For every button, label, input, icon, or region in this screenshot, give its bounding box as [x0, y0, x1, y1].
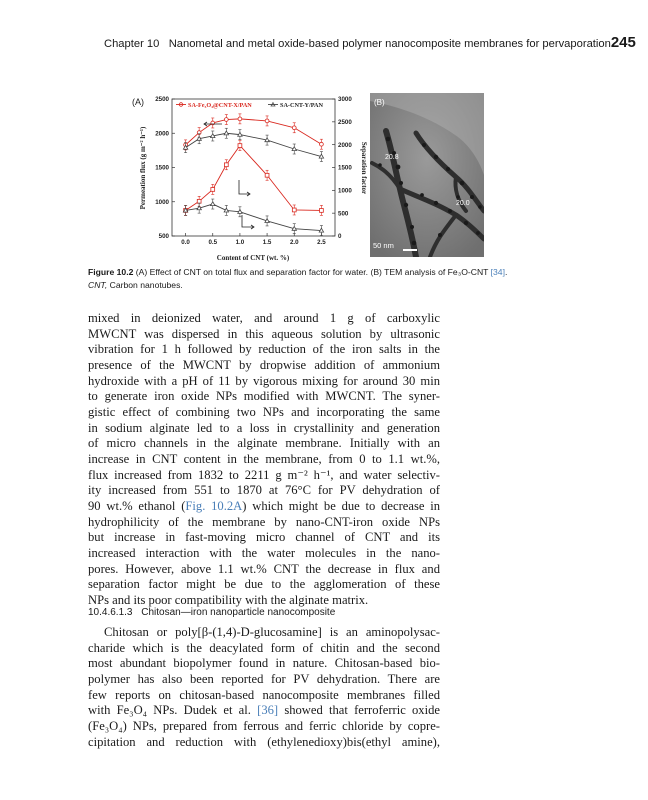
data-point	[265, 119, 269, 123]
section-heading	[88, 607, 335, 618]
text-line: increased interaction with the water molecules in the nano-	[88, 545, 440, 560]
y2-tick-label: 500	[338, 210, 349, 218]
figure-link[interactable]: Fig. 10.2A	[185, 498, 243, 513]
caption-label: Figure 10.2	[88, 267, 134, 277]
y2-tick-label: 0	[338, 233, 342, 241]
y-axis-label: Permeation flux (g m⁻² h⁻¹)	[139, 126, 147, 210]
text-line: ity increased from 551 to 1870 at 76°C for PV dehydration of	[88, 483, 440, 498]
caption-abbreviation: CNT,	[88, 280, 108, 290]
text-line: hydroxide with a pH of 11 by vigorous mixing for around 30 min	[88, 373, 440, 388]
chapter-title: Nanometal and metal oxide-based polymer nanocomposite membranes for pervaporation	[168, 38, 611, 50]
text-line: mixed in deionized water, and around 1 g of carboxylic	[88, 311, 440, 325]
data-point	[292, 147, 296, 151]
text-line: Chitosan or poly[β-(1,4)-D-glucosamine] is an aminopolysac-	[104, 625, 440, 639]
section-title: Chitosan—iron nanoparticle nanocomposite	[141, 607, 336, 618]
data-point	[265, 219, 269, 223]
text-fragment: with Fe₃O₄ NPs. Dudek et al.	[88, 703, 251, 718]
data-point	[197, 136, 201, 140]
scale-bar-label: 50 nm	[373, 241, 394, 250]
y2-tick-label: 1000	[338, 187, 352, 195]
data-point	[224, 118, 228, 122]
series-line-2	[186, 133, 322, 156]
text-line: in sodium alginate led to a loss in crystallinity and generation	[88, 420, 440, 435]
data-point	[224, 131, 228, 135]
data-point	[197, 199, 201, 203]
caption-abbreviation-definition: Carbon nanotubes.	[109, 280, 183, 290]
data-point	[292, 226, 296, 230]
y2-tick-label: 1500	[338, 164, 352, 172]
running-head-title	[104, 38, 611, 50]
text-line: MWCNT was dispersed in this aqueous solution by ultrasonic	[88, 326, 440, 341]
text-line-with-link	[88, 499, 440, 515]
data-point	[238, 117, 242, 121]
x-tick-label: 2.0	[289, 239, 299, 246]
data-point	[211, 188, 215, 192]
text-line: hydrophilicity of the membrane by nano-CNT-iron oxide NPs	[88, 514, 440, 529]
data-point	[292, 208, 296, 212]
data-point	[224, 208, 228, 212]
text-fragment: ) which might be due to decrease in	[242, 498, 441, 513]
text-line: few reports on chitosan-based nanocomposite membranes filled	[88, 687, 440, 702]
text-line: to generate iron oxide NPs modified with MWCNT. The syner-	[88, 389, 440, 404]
direction-arrows	[204, 122, 254, 229]
data-point	[211, 202, 215, 206]
y-tick-label: 1000	[155, 198, 169, 206]
data-point	[265, 138, 269, 142]
caption-reference[interactable]: [34]	[490, 267, 505, 277]
text-line: separation factor might be due to the agglomeration of these	[88, 577, 440, 592]
text-line: charide which is the deacylated form of chitin and the second	[88, 640, 440, 655]
text-fragment: showed that ferroferric oxide	[284, 703, 440, 718]
body-paragraph-2	[88, 625, 440, 750]
text-line: pores. However, above 1.1 wt.% CNT the decrease in flux and	[88, 561, 440, 576]
x-tick-label: 0.5	[208, 239, 218, 246]
text-line: vibration for 1 h followed by reduction of the iron salts in the	[88, 342, 440, 357]
data-point	[211, 134, 215, 138]
text-line: cipitation and reduction with (ethylenedioxy)bis(ethyl amine),	[88, 734, 440, 749]
figure-caption	[88, 266, 570, 292]
x-tick-label: 1.0	[235, 239, 245, 246]
text-line: of micro channels in the alginate membrane. Initially with an	[88, 436, 440, 451]
data-point	[224, 163, 228, 167]
data-point	[319, 228, 323, 232]
text-line: polymer has also been reported for PV dehydration. There are	[88, 671, 440, 686]
y-tick-label: 500	[158, 233, 169, 241]
y2-axis-label: Separation factor	[360, 141, 368, 195]
data-point	[319, 154, 323, 158]
data-point	[238, 209, 242, 213]
data-point	[238, 144, 242, 148]
y2-tick-label: 2000	[338, 141, 352, 149]
legend	[176, 102, 324, 109]
data-point	[292, 126, 296, 130]
series-line-1	[186, 146, 322, 211]
text-line: but increase in fast-moving micro channel of CNT and its	[88, 530, 440, 545]
text-line: NPs and its poor compatibility with the alginate matrix.	[88, 592, 369, 607]
tem-measure-1: 20.8	[385, 154, 399, 161]
section-number: 10.4.6.1.3	[88, 607, 133, 618]
panel-b-label: (B)	[374, 98, 385, 107]
running-head	[104, 34, 636, 54]
text-line: presence of the MWCNT by dropwise addition of ammonium	[88, 357, 440, 372]
data-point	[320, 142, 324, 146]
data-point	[265, 173, 269, 177]
text-line-with-reference	[88, 703, 440, 719]
flux-separation-chart	[106, 92, 368, 264]
y2-tick-label: 2500	[338, 119, 352, 127]
text-line: flux increased from 1832 to 2211 g m⁻² h⁻¹, and water selectiv-	[88, 467, 440, 482]
tem-image	[370, 93, 484, 257]
x-axis-label: Content of CNT (wt. %)	[216, 254, 290, 262]
y-tick-label: 2000	[155, 130, 169, 138]
page-number: 245	[610, 34, 636, 51]
caption-period: .	[504, 267, 508, 277]
y-tick-label: 2500	[155, 96, 169, 104]
x-tick-label: 2.5	[317, 239, 326, 246]
text-line: gistic effect of combining two NPs and incorporating the same	[88, 404, 440, 419]
data-point	[238, 132, 242, 136]
y-tick-label: 1500	[155, 164, 169, 172]
reference-link[interactable]: [36]	[257, 703, 279, 718]
text-line: (Fe₃O₄) NPs, prepared from ferrous and ferric chloride by copre-	[88, 718, 440, 733]
chapter-label: Chapter 10	[104, 38, 160, 50]
legend-entry-fe3o4: SA-Fe₃O₄@CNT-X/PAN	[188, 102, 252, 109]
x-tick-label: 1.5	[262, 239, 272, 246]
data-point	[197, 206, 201, 210]
x-tick-label: 0.0	[181, 239, 190, 246]
legend-entry-cnt: SA-CNT-Y/PAN	[280, 102, 323, 109]
data-point	[320, 209, 324, 213]
y2-tick-label: 3000	[338, 96, 352, 104]
text-line: increase in CNT content in the membrane, from 0 to 1.1 wt.%,	[88, 451, 440, 466]
text-fragment: 90 wt.% ethanol (	[88, 498, 186, 513]
body-paragraph-1	[88, 311, 440, 608]
caption-text: (A) Effect of CNT on total flux and separation factor for water. (B) TEM analysis of Fe₃O-CNT	[135, 267, 489, 277]
text-line: most abundant biopolymer found in nature. Chitosan-based bio-	[88, 656, 440, 671]
panel-a-label: (A)	[132, 97, 144, 107]
tem-measure-2: 20.0	[456, 200, 470, 207]
